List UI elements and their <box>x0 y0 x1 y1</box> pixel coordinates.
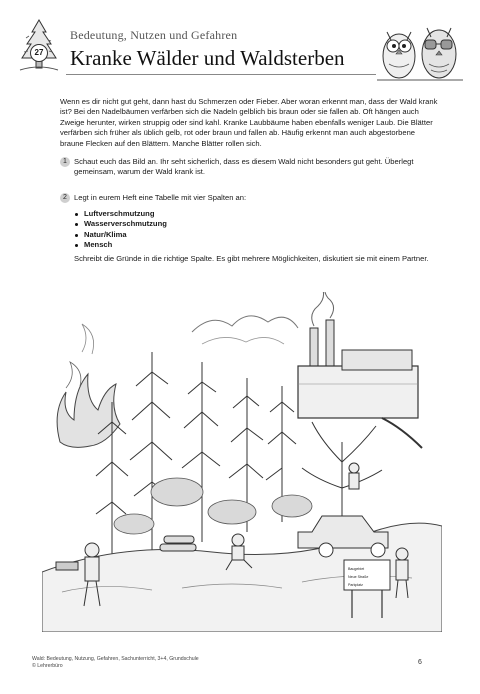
list-item: Luftverschmutzung <box>74 209 167 219</box>
chapter-number-badge: 27 <box>30 44 48 62</box>
sign-line: Neue Straße <box>348 575 369 579</box>
list-item: Natur/Klima <box>74 230 167 240</box>
factory-drawing <box>298 292 422 448</box>
task-2 <box>60 193 440 203</box>
intro-paragraph: Wenn es dir nicht gut geht, dann hast du Schmerzen oder Fieber. Aber woran erkennt man, dass der Wald krank ist? Bei den Nadelbäumen verfärben sich die Nadeln gelblich bis braun oder sie fallen ab. Oft hängen auch Zweige herunter, wirken struppig oder sind kahl. Kranke Laubbäume haben ebenfalls weniger Laub. Die Blätter verfärben sich früher als üblich gelb, rot oder braun und fallen ab. Häufig erkennt man auch abgestorbene braune Flecken auf den Blättern. Manche Blätter rollen sich. <box>60 97 438 148</box>
footer-copyright: © Lehrerbüro <box>32 663 63 669</box>
page-number: 6 <box>418 659 422 666</box>
task-2-text: Legt in eurem Heft eine Tabelle mit vier Spalten an: <box>74 193 247 202</box>
task-number-badge: 2 <box>60 193 70 203</box>
forest-fire-drawing <box>57 324 120 447</box>
list-item: Wasserverschmutzung <box>74 219 167 229</box>
task-1-text: Schaut euch das Bild an. Ihr seht sicherlich, dass es diesem Wald nicht besonders gut geht. Überlegt gemeinsam, warum der Wald krank ist. <box>74 157 414 177</box>
list-item: Mensch <box>74 240 167 250</box>
sign-line: Parkplatz <box>348 583 363 587</box>
column-list <box>74 209 167 251</box>
sign-line: Baugebiet <box>348 567 365 571</box>
footer-source: Wald: Bedeutung, Nutzung, Gefahren, Sachunterricht, 3+4, Grundschule <box>32 656 199 662</box>
title-divider <box>66 74 376 75</box>
owls-illustration-icon <box>375 18 465 84</box>
task-1 <box>60 157 440 178</box>
page-title: Kranke Wälder und Waldsterben <box>70 46 345 70</box>
footer <box>32 656 199 670</box>
sick-forest-illustration <box>42 292 442 632</box>
task-2-followup: Schreibt die Gründe in die richtige Spalte. Es gibt mehrere Möglichkeiten, diskutiert sie mit einem Partner. <box>74 254 429 263</box>
section-title: Bedeutung, Nutzen und Gefahren <box>70 28 238 42</box>
task-number-badge: 1 <box>60 157 70 167</box>
